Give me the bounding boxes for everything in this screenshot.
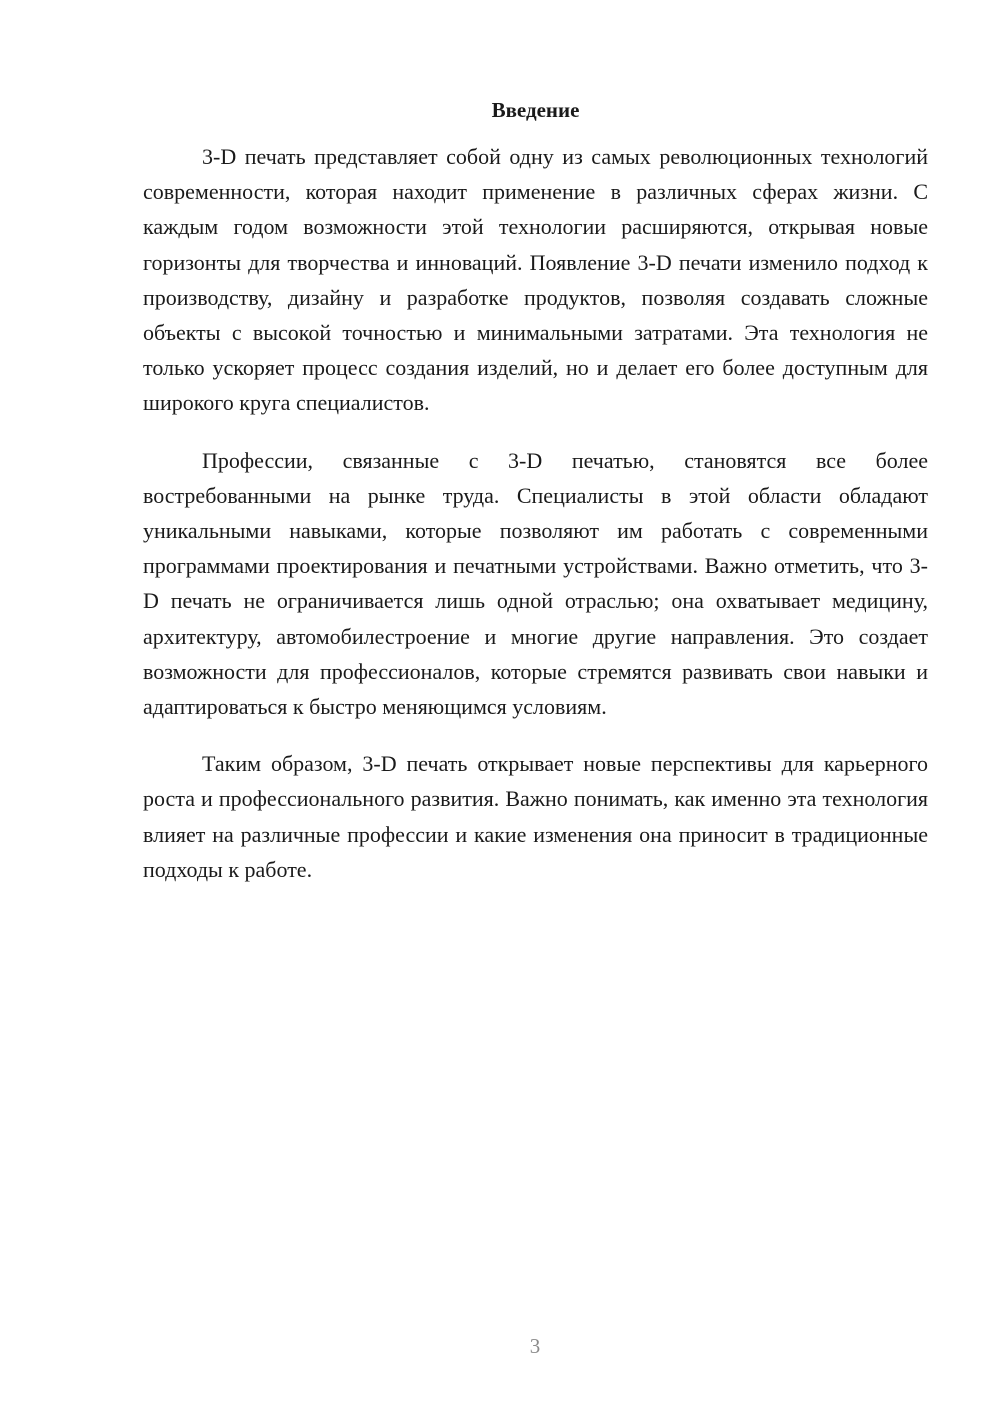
section-heading: Введение: [491, 98, 580, 122]
page-content: [143, 95, 928, 909]
paragraph: Профессии, связанные с 3-D печатью, становятся все более востребованными на рынке труда. Специалисты в этой области обладают уникальными навыками, которые позволяют им работать с современными программами проектирования и печатными устройствами. Важно отметить, что 3-D печать не ограничивается лишь одной отраслью; она охватывает медицину, архитектуру, автомобилестроение и многие другие направления. Это создает возможности для профессионалов, которые стремятся развивать свои навыки и адаптироваться к быстро меняющимся условиям.: [143, 447, 928, 720]
paragraph: Таким образом, 3-D печать открывает новые перспективы для карьерного роста и профессионального развития. Важно понимать, как именно эта технология влияет на различные профессии и какие изменения она приносит в традиционные подходы к работе.: [143, 751, 928, 882]
paragraph: 3-D печать представляет собой одну из самых революционных технологий современности, которая находит применение в различных сферах жизни. С каждым годом возможности этой технологии расширяются, открывая новые горизонты для творчества и инноваций. Появление 3-D печати изменило подход к производству, дизайну и разработке продуктов, позволяя создавать сложные объекты с высокой точностью и минимальными затратами. Эта технология не только ускоряет процесс создания изделий, но и делает его более доступным для широкого круга специалистов.: [143, 144, 928, 416]
page-number: 3: [529, 1334, 541, 1358]
